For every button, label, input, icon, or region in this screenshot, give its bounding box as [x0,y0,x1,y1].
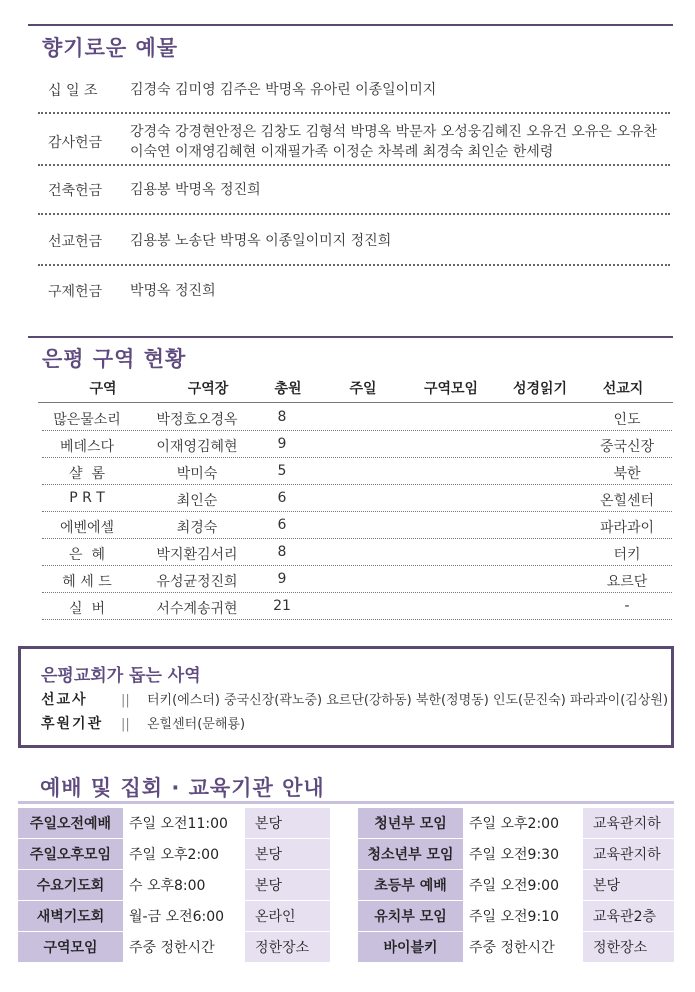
offering-names: 김용봉 박명옥 정진희 [130,182,261,198]
column-header: 총원 [274,381,302,397]
column-header: 성경읽기 [512,381,568,397]
district-leader: 최인순 [176,493,218,509]
table-row [42,594,672,620]
district-name: 베데스다 [59,439,115,455]
schedule-time: 주일 오전11:00 [123,808,243,838]
schedule-place: 정한장소 [583,932,674,962]
district-name: 샬 롬 [69,466,105,482]
schedule-place: 본당 [245,839,330,869]
missionary-text: 터키(에스더) 중국신장(곽노중) 요르단(강하동) 북한(정명동) 인도(문진숙) 파라과이(김상원) [147,693,669,708]
sponsor-text: 온힐센터(문해룡) [147,717,246,732]
schedule-place: 교육관지하 [583,839,674,869]
schedule-label: 새벽기도회 [18,901,123,931]
offerings-title: 향기로운 예물 [42,36,179,60]
top-divider [28,24,673,26]
schedule-label: 수요기도회 [18,870,123,900]
table-row [42,540,672,566]
district-leader: 유성균정진희 [156,574,238,590]
district-total: 6 [277,517,287,533]
district-mission: 터키 [613,547,641,563]
schedule-place: 본당 [583,870,674,900]
offering-label: 구제헌금 [48,284,103,300]
district-total: 9 [277,571,287,587]
table-row [42,459,672,485]
district-total: 21 [273,598,291,614]
schedule-place: 정한장소 [245,932,330,962]
district-leader: 박정호오경옥 [156,412,238,428]
district-leader: 이재영김혜현 [156,439,238,455]
sponsor-line [41,713,245,733]
table-row [42,567,672,593]
table-row [42,513,672,539]
table-row [42,432,672,458]
support-box [18,646,674,748]
dotted-divider [38,164,670,166]
schedule-label: 초등부 예배 [358,870,463,900]
schedule-place: 온라인 [245,901,330,931]
schedule-title-underline [18,801,674,804]
column-header: 주일 [349,381,377,397]
district-name: 은 혜 [69,547,105,563]
schedule-title: 예배 및 집회 · 교육기관 안내 [40,776,325,800]
column-header: 구역 [89,381,117,397]
district-total: 8 [277,544,287,560]
schedule-label: 청소년부 모임 [358,839,463,869]
district-total: 6 [277,490,287,506]
schedule-label: 바이블키 [358,932,463,962]
district-mission: 북한 [613,466,641,482]
separator: || [121,717,130,732]
offering-label: 선교헌금 [48,234,103,250]
schedule-place: 본당 [245,870,330,900]
support-title: 은평교회가 돕는 사역 [41,666,201,686]
schedule-place: 교육관2층 [583,901,674,931]
district-mission: 파라과이 [599,520,655,536]
district-leader: 최경숙 [176,520,218,536]
district-mission: 인도 [613,412,641,428]
missionary-line [41,689,668,709]
dotted-divider [38,264,670,266]
schedule-time: 주중 정한시간 [463,932,581,962]
table-row [42,486,672,512]
district-name: 실 버 [69,601,105,617]
district-leader: 서수계송귀현 [156,601,238,617]
dotted-divider [38,112,670,114]
schedule-time: 주일 오후2:00 [123,839,243,869]
schedule-label: 주일오전예배 [18,808,123,838]
schedule-label: 유치부 모임 [358,901,463,931]
district-mission: 중국신장 [599,439,655,455]
column-header: 선교지 [602,381,644,397]
districts-divider [28,336,673,338]
schedule-time: 주일 오후2:00 [463,808,581,838]
schedule-time: 수 오후8:00 [123,870,243,900]
district-mission: 온힐센터 [599,493,655,509]
schedule-time: 월-금 오전6:00 [123,901,243,931]
district-total: 8 [277,409,287,425]
offering-names: 박명옥 정진희 [130,283,216,299]
offering-names: 강경숙 강경현안정은 김창도 김형석 박명옥 박문자 오성웅김혜진 오유건 오유은 오유찬 이숙연 이재영김혜현 이재필가족 이정순 차복례 최경숙 최인순 한세령 [130,124,657,160]
schedule-label: 청년부 모임 [358,808,463,838]
schedule-time: 주일 오전9:10 [463,901,581,931]
offering-label: 감사헌금 [48,135,103,151]
schedule-time: 주일 오전9:00 [463,870,581,900]
column-header: 구역장 [187,381,229,397]
district-leader: 박미숙 [176,466,218,482]
table-header-line [38,402,673,403]
district-total: 9 [277,436,287,452]
schedule-place: 교육관지하 [583,808,674,838]
separator: || [121,693,130,708]
district-name: 에벤에셀 [59,520,115,536]
district-name: P R T [69,490,105,506]
table-row [42,405,672,431]
district-mission: 요르단 [606,574,648,590]
column-header: 구역모임 [423,381,479,397]
district-name: 많은물소리 [53,412,121,428]
schedule-time: 주일 오전9:30 [463,839,581,869]
schedule-label: 주일오후모임 [18,839,123,869]
schedule-place: 본당 [245,808,330,838]
missionary-label: 선교사 [41,692,88,708]
schedule-time: 주중 정한시간 [123,932,243,962]
district-total: 5 [277,463,287,479]
offering-label: 건축헌금 [48,183,103,199]
district-name: 헤 세 드 [62,574,112,590]
sponsor-label: 후원기관 [41,716,104,732]
districts-title: 은평 구역 현황 [42,347,187,371]
dotted-divider [38,213,670,215]
offering-names: 김용봉 노송단 박명옥 이종일이미지 정진희 [130,233,392,249]
offering-label: 십 일 조 [48,83,98,99]
district-mission: - [624,598,630,614]
district-leader: 박지환김서리 [156,547,238,563]
schedule-label: 구역모임 [18,932,123,962]
offering-names: 김경숙 김미영 김주은 박명옥 유아린 이종일이미지 [130,82,437,98]
